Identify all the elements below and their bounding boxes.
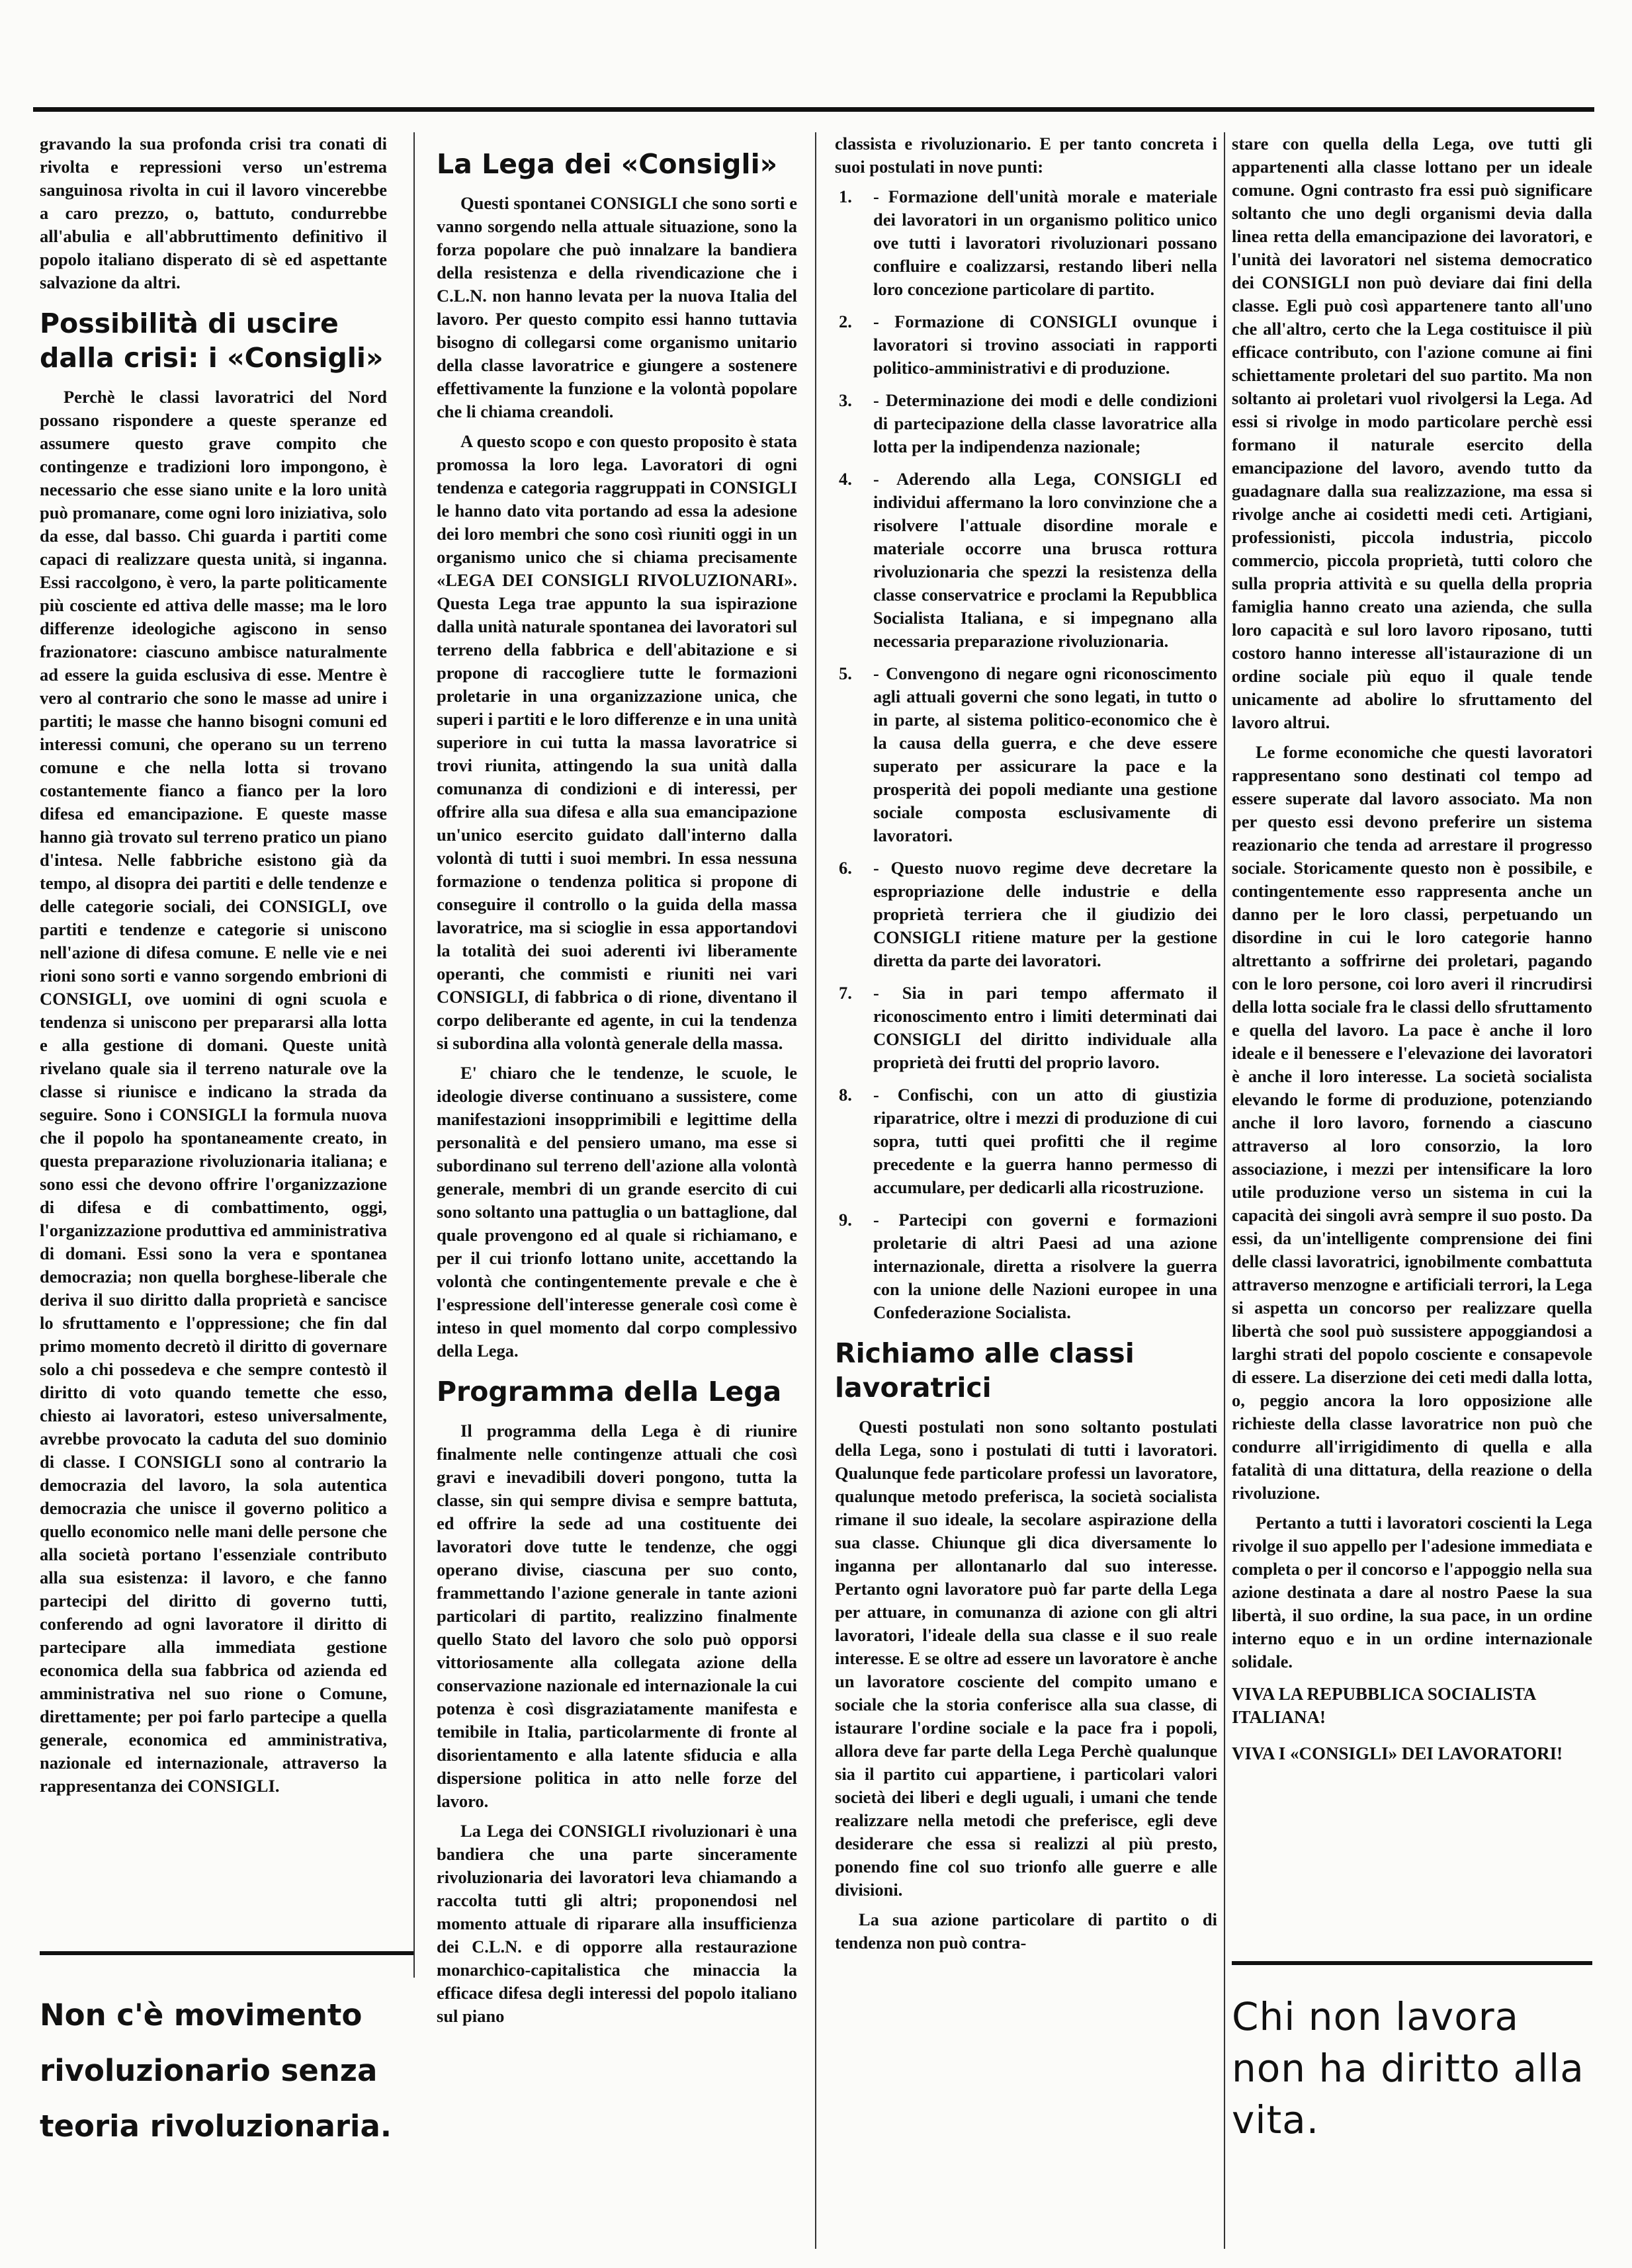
- top-rule: [33, 107, 1594, 112]
- list-item: [835, 185, 1217, 301]
- heading-possibilita: Possibilità di uscire dalla crisi: i «Consigli»: [40, 308, 384, 374]
- points-list: [835, 185, 1217, 1324]
- point-text: - Questo nuovo regime deve decretare la espropriazione delle industrie e della proprietà terriera che il giudizio dei CONSIGLI ritiene mature per la gestione diretta da parte dei lavoratori.: [873, 858, 1217, 970]
- list-item: [835, 982, 1217, 1074]
- banner-rule: [40, 1951, 413, 1955]
- point-number: 5.: [839, 663, 852, 683]
- col2-paragraph: Il programma della Lega è di riunire finalmente nelle contingenze attuali che così gravi e inevadibili doveri pongono, tutta la classe, sin qui sempre divisa e sempre battuta, ed offrire la sede ad una costituente dei lavoratori dove tutte le tendenze, che oggi operano divise, ciascuna per suo conto, frammettando l'azione generale in tante azioni particolari di partito, realizzino finalmente quello Stato del lavoro che solo può opporsi vittoriosamente alla collegata azione della conservazione nazionale ed internazionale la cui potenza è così disgraziatamente manifesta e temibile in Italia, particolarmente di fronte al disorientamento e alla latente sfiducia e alla dispersione politica in atto nelle forze del lavoro.: [437, 1421, 797, 1811]
- col4-paragraph: Pertanto a tutti i lavoratori coscienti la Lega rivolge il suo appello per l'adesione immediata e completa o per il concorso e l'appoggio nella sua azione destinata a dare al nostro Paese la sua libertà, il suo ordine, la sua pace, in un ordine interno equo e in un ordine internazionale solidale.: [1232, 1513, 1592, 1671]
- heading-programma: Programma della Lega: [437, 1376, 782, 1407]
- column-divider: [1224, 132, 1225, 2249]
- list-item: [835, 468, 1217, 653]
- point-number: 3.: [839, 390, 852, 410]
- slogan-repubblica: VIVA LA REPUBBLICA SOCIALISTA ITALIANA!: [1232, 1684, 1535, 1727]
- column-divider: [413, 132, 415, 1978]
- list-item: [835, 857, 1217, 972]
- point-number: 6.: [839, 858, 852, 878]
- point-number: 9.: [839, 1210, 852, 1230]
- list-item: [835, 389, 1217, 458]
- list-item: [835, 1083, 1217, 1199]
- column-4: [1232, 132, 1592, 1779]
- col3-paragraph: Questi postulati non sono soltanto postulati della Lega, sono i postulati di tutti i lavoratori. Qualunque fede particolare professi un lavoratore, qualunque metodo preferisca, la società socialista rimane il suo ideale, la secolare aspirazione della sua classe. Chiunque gli dica diversamente lo inganna per allontanarlo dal suo interesse. Pertanto ogni lavoratore può far parte della Lega per attuare, in comunanza di azione con gli altri lavoratori, l'ideale della sua classe e il suo reale interesse. E se oltre ad essere un lavoratore è anche un lavoratore cosciente del compito umano e sociale che la storia conferisce alla sua classe, di istaurare l'ordine sociale e la pace fra i popoli, allora deve far parte della Lega Perchè qualunque sia il partito cui appartiene, i particolari valori società dei liberi e degli uguali, i umani che tende realizzare nella metodi che preferisce, egli deve desiderare che essa si realizzi al più presto, ponendo fine col suo trionfo alle guerre e alle divisioni.: [835, 1417, 1217, 1900]
- banner-rule: [1232, 1961, 1592, 1965]
- col2-paragraph: E' chiaro che le tendenze, le scuole, le ideologie diverse continuano a sussistere, come manifestazioni insopprimibili e legittime della personalità e del pensiero umano, ma esse si subordinano sul terreno dell'azione alla volontà generale, membri di un grande esercito di cui sono soltanto una pattuglia o un battaglione, dal quale provengono ed al quale si richiamano, e per il cui trionfo lottano unite, accettando la volontà che contingentemente prevale e che è l'espressione dell'interesse generale così come è inteso in quel momento dal corpo complessivo della Lega.: [437, 1063, 797, 1361]
- slogan-consigli: VIVA I «CONSIGLI» DEI LAVORATORI!: [1232, 1743, 1563, 1763]
- col4-paragraph: stare con quella della Lega, ove tutti gli appartenenti alla classe lottano per un ideale comune. Ogni contrasto fra essi può significare soltanto che uno degli organismi devia dalla linea retta della emancipazione dei lavoratori, e l'unità dei lavoratori nel sistema democratico dei CONSIGLI non può deviare dai fini della classe. Egli può così appartenere tanto all'uno che all'altro, certo che la Lega costituisce il più efficace contributo, con l'azione comune ai fini schiettamente proletari del suo partito. Ma non soltanto ai proletari vuol rivolgersi la Lega. Ad essi si rivolge in modo particolare perchè essi formano il naturale esercito della emancipazione del lavoro, avendo tutto da guadagnare dalla sua realizzazione, ma essa si rivolge anche ai cosidetti medi ceti. Artigiani, professionisti, piccola industria, piccolo commercio, piccola proprietà, tutti coloro che sulla propria attività e su quella della propria famiglia hanno creato una azienda, che sulla loro capacità e sul loro lavoro riposano, tutti costoro hanno interesse all'istaurazione di un ordine sociale più equo il quale tende unicamente ad abolire lo sfruttamento del lavoro altrui.: [1232, 134, 1592, 732]
- col2-paragraph: A questo scopo e con questo proposito è stata promossa la loro lega. Lavoratori di ogni tendenza e categoria raggruppati in CONSIGLI le hanno dato vita portando ad essa la adesione dei loro membri che sono così riuniti oggi in un organismo unico che si chiama precisamente «LEGA DEI CONSIGLI RIVOLUZIONARI». Questa Lega trae appunto la sua ispirazione dalla unità naturale spontanea dei lavoratori sul terreno della fabbrica e dell'abitazione e si propone di raccogliere tutte le formazioni proletarie in una organizzazione unica, che superi i partiti e le loro differenze e in una unità superiore in cui tutta la massa lavoratrice si trovi riunita, attingendo la sua unità dalla comunanza di condizioni e di interessi, per offrire alla sua difesa e alla sua emancipazione un'unico esercito guidato dall'interno dalla volontà di tutti i suoi membri. In essa nessuna formazione o tendenza politica si propone di conseguire il controllo o la guida della massa lavoratrice, ma si scioglie in essa apportandovi la totalità dei suoi aderenti ivi liberamente operanti, che commisti e riuniti nei vari CONSIGLI, di fabbrica o di rione, diventano il corpo deliberante ed agente, in cui la tendenza si subordina alla volontà generale della massa.: [437, 431, 797, 1053]
- column-divider: [815, 132, 816, 2249]
- point-number: 1.: [839, 187, 852, 206]
- col2-paragraph: La Lega dei CONSIGLI rivoluzionari è una bandiera che una parte sinceramente rivoluzionaria dei lavoratori leva chiamando a raccolta tutti gli altri; proponendosi nel momento attuale di riparare alla insufficienza dei C.L.N. e di opporre alla restaurazione monarchico-capitalistica che minaccia la efficace difesa degli interessi del popolo italiano sul piano: [437, 1821, 797, 2026]
- point-text: - Aderendo alla Lega, CONSIGLI ed individui affermano la loro convinzione che a risolvere l'attuale disordine morale e materiale occorre una brusca rottura rivoluzionaria che spezzi la resistenza della classe conservatrice e proclami la Repubblica Socialista Italiana, e si impegnano alla necessaria preparazione rivoluzionaria.: [873, 469, 1217, 651]
- column-2: [437, 132, 797, 2035]
- point-text: - Formazione dell'unità morale e materiale dei lavoratori in un organismo politico unico ove tutti i lavoratori rivoluzionari possano confluire e coalizzarsi, restando liberi nella loro concezione particolare di partito.: [873, 187, 1217, 299]
- banner-teoria: Non c'è movimento rivoluzionario senza teoria rivoluzionaria.: [40, 1997, 392, 2144]
- point-text: - Formazione di CONSIGLI ovunque i lavoratori si trovino associati in rapporti politico-amministrativi e di produzione.: [873, 312, 1217, 378]
- point-number: 2.: [839, 312, 852, 331]
- col2-paragraph: Questi spontanei CONSIGLI che sono sorti e vanno sorgendo nella attuale situazione, sono la forza popolare che può innalzare la bandiera della resistenza e della rivendicazione che i C.L.N. non hanno levata per la nuova Italia del lavoro. Per questo compito essi hanno tuttavia bisogno di collegarsi come organismo unitario della classe lavoratrice e giungere a sostenere effettivamente la funzione e la volontà popolare che li chiama creandoli.: [437, 193, 797, 421]
- column-1: [40, 132, 387, 1804]
- list-item: [835, 310, 1217, 380]
- list-item: [835, 662, 1217, 847]
- column-3: [835, 132, 1217, 1961]
- col4-paragraph: Le forme economiche che questi lavoratori rappresentano sono destinati col tempo ad essere superate dal lavoro associato. Ma non per questo essi devono preferire un sistema reazionario che tenda ad arrestare il progresso sociale. Storicamente questo non è possibile, e contingentemente esso rappresenta anche un danno per le loro classi, perpetuando un disordine in cui le loro categorie hanno altrettanto a soffrirne dei proletari, pagando con le loro persone, coi loro averi il rincrudirsi della lotta sociale fra le classi dello sfruttamento e quella del lavoro. La pace è anche il loro ideale e il benessere e l'elevazione dei lavoratori è anche il loro interesse. La società socialista elevando le forme di produzione, potenziando anche il loro lavoro, fornendo a ciascuno attraverso al loro consorzio, la loro associazione, i mezzi per intensificare la loro utile produzione verso un sistema in cui la capacità dei singoli avrà sempre il suo posto. Da essi, da un'intelligente comprensione dei fini delle classi lavoratrici, ignobilmente combattuta attraverso menzogne e artificiali terrori, la Lega si aspetta un concorso per realizzare quella libertà che sool può sussistere appoggiandosi a larghi strati del popolo cosciente e consapevole di essere. La diserzione dei ceti medi dalla lotta, o, peggio ancora la loro opposizione alle richieste della classe lavoratrice non può che condurre all'irrigidimento di quella e alla fatalità di una dittatura, della reazione o della rivoluzione.: [1232, 742, 1592, 1503]
- point-text: - Sia in pari tempo affermato il riconoscimento entro i limiti determinati dai CONSIGLI del diritto individuale alla proprietà dei frutti del proprio lavoro.: [873, 983, 1217, 1072]
- point-text: - Convengono di negare ogni riconoscimento agli attuali governi che sono legati, in tutto o in parte, al sistema politico-economico che è la causa della guerra, e che deve essere superato per assicurare la pace e la prosperità dei popoli mediante una gestione sociale composta esclusivamente di lavoratori.: [873, 663, 1217, 845]
- point-number: 7.: [839, 983, 852, 1003]
- point-text: - Partecipi con governi e formazioni proletarie di altri Paesi ad una azione internazionale, diretta a risolvere la guerra con la unione delle Nazioni europee in una Confederazione Socialista.: [873, 1210, 1217, 1322]
- heading-lega-consigli: La Lega dei «Consigli»: [437, 148, 778, 180]
- col3-paragraph: La sua azione particolare di partito o di tendenza non può contra-: [835, 1910, 1217, 1953]
- point-text: - Determinazione dei modi e delle condizioni di partecipazione della classe lavoratrice alla lotta per la indipendenza nazionale;: [873, 390, 1217, 456]
- list-item: [835, 1208, 1217, 1324]
- col3-intro: classista e rivoluzionario. E per tanto concreta i suoi postulati in nove punti:: [835, 134, 1217, 177]
- point-number: 8.: [839, 1085, 852, 1105]
- col1-paragraph: Perchè le classi lavoratrici del Nord possano rispondere a queste speranze ed assumere questo grave compito che contingenze e tradizioni loro impongono, è necessario che esse siano unite e la loro unità può promanare, come ogni loro iniziativa, solo da esse, dal basso. Chi guarda i partiti come capaci di realizzare questa unità, si inganna. Essi raccolgono, è vero, la parte politicamente più cosciente ed attiva delle masse; ma le loro differenze ideologiche agiscono in senso frazionatore: ciascuno ambisce naturalmente ad essere la guida esclusiva di esse. Mentre è vero al contrario che sono le masse ad unire i partiti; le masse che hanno bisogni comuni ed interessi comuni, che operano su un terreno comune e che nella lotta si trovano costantemente fianco a fianco per la loro difesa ed emancipazione. E queste masse hanno già trovato sul terreno pratico un piano d'intesa. Nelle fabbriche esistono già da tempo, al disopra dei partiti e delle tendenze e delle categorie sociali, dei CONSIGLI, ove partiti e tendenze e categorie si uniscono nell'azione di difesa comune. E nelle vie e nei rioni sono sorti e vanno sorgendo embrioni di CONSIGLI, ove uomini di ogni scuola e tendenza si uniscono per prepararsi alla lotta e alla gestione di domani. Queste unità rivelano quale sia il terreno naturale ove la classe si riunisce e indicano la strada da seguire. Sono i CONSIGLI la formula nuova che il popolo ha spontaneamente creato, in questa preparazione rivoluzionaria italiana; e sono essi che devono offrire l'organizzazione di difesa e di combattimento, oggi, l'organizzazione produttiva ed amministrativa di domani. Essi sono la vera e spontanea democrazia; non quella borghese-liberale che deriva il suo diritto dalla proprietà e sancisce lo sfruttamento e l'oppressione; che fin dal primo momento decretò il diritto di governare solo a chi possedeva e che sempre contestò il diritto di voto quando temette che esso, chiesto ai lavoratori, esteso universalmente, avrebbe provocato la caduta del suo dominio di classe. I CONSIGLI sono al contrario la democrazia del lavoro, la sola autentica democrazia che unisce il governo politico a quello economico nelle mani delle persone che alla società portano l'essenziale contributo alla sua esistenza: il lavoro, e che fanno partecipi del diritto di governo tutti, conferendo ad ogni lavoratore il diritto di partecipare alla immediata gestione economica della sua fabbrica od azienda ed amministrativa nel suo rione o Comune, direttamente; per poi farlo partecipe a quella generale, economica ed amministrativa, nazionale ed internazionale, attraverso la rappresentanza dei CONSIGLI.: [40, 387, 387, 1796]
- heading-richiamo: Richiamo alle classi lavoratrici: [835, 1337, 1135, 1404]
- col1-intro: gravando la sua profonda crisi tra conati di rivolta e repressioni verso un'estrema sanguinosa rivolta in cui il lavoro vincerebbe a caro prezzo, o, battuto, condurrebbe all'abulia e all'abbruttimento definitivo il popolo italiano disperato di sè ed aspettante salvazione da altri.: [40, 134, 387, 292]
- banner-lavoro: Chi non lavora non ha diritto alla vita.: [1232, 1994, 1584, 2142]
- point-text: - Confischi, con un atto di giustizia riparatrice, oltre i mezzi di produzione di cui sopra, tutti quei profitti che il regime precedente e la guerra hanno permesso di accumulare, per dedicarli alla ricostruzione.: [873, 1085, 1217, 1197]
- point-number: 4.: [839, 469, 852, 489]
